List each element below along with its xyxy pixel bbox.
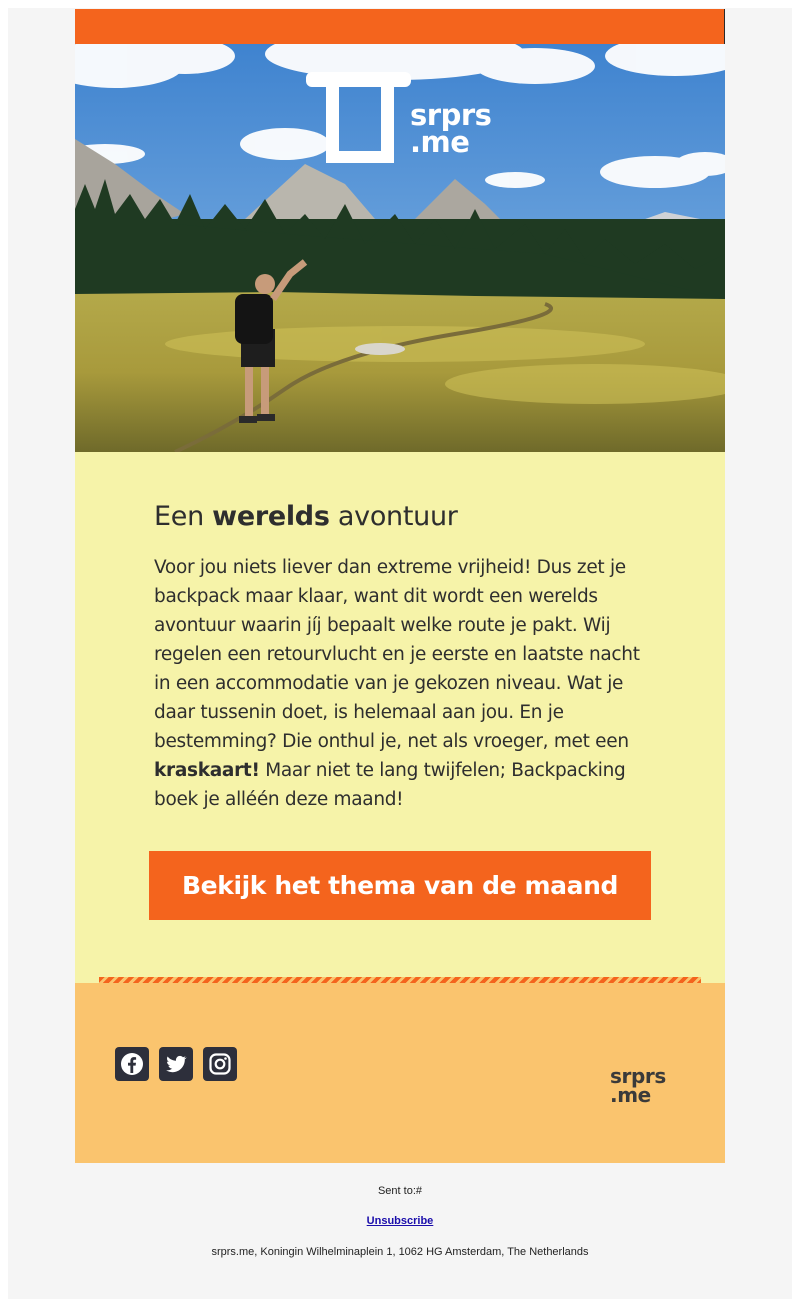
- logo-line-2: .me: [410, 125, 470, 159]
- footer-logo-line-1: srprs: [610, 1064, 666, 1088]
- logo-wordmark: [410, 98, 492, 159]
- top-accent-bar: [75, 9, 725, 44]
- sent-to-text: Sent to:#: [377, 1185, 423, 1197]
- logo-line-1: srprs: [410, 98, 492, 132]
- email-card: [75, 9, 725, 1163]
- cta-button[interactable]: Bekijk het thema van de maand: [149, 851, 651, 920]
- section-heading: Een werelds avontuur: [154, 501, 458, 532]
- door-frame-icon: [306, 72, 411, 87]
- heading-emphasis: werelds: [212, 501, 330, 532]
- hero-image: [75, 44, 725, 452]
- unsubscribe-row: [0, 1215, 800, 1227]
- body-paragraph: Voor jou niets liever dan extreme vrijheid! Dus zet je backpack maar klaar, want dit wordt een werelds avontuur waarin jíj bepaalt welke route je pakt. Wij regelen een retourvlucht en je eerste en laatste nacht in een accommodatie van je gekozen niveau. Wat je daar tussenin doet, is helemaal aan jou. En je bestemming? Die onthul je, net als vroeger, met een kraskaart! Maar niet te lang twijfelen; Backpacking boek je alléén deze maand!: [154, 557, 640, 810]
- footer-logo-line-2: .me: [610, 1083, 651, 1107]
- srprs-logo[interactable]: [306, 72, 506, 167]
- twitter-icon[interactable]: [159, 1047, 193, 1081]
- facebook-icon[interactable]: [115, 1047, 149, 1081]
- body-emphasis: kraskaart!: [154, 760, 260, 781]
- footer-logo[interactable]: [610, 1064, 666, 1107]
- footer: [75, 983, 725, 1163]
- company-address: srprs.me, Koningin Wilhelminaplein 1, 1062 HG Amsterdam, The Netherlands: [211, 1246, 589, 1258]
- instagram-icon[interactable]: [203, 1047, 237, 1081]
- main-content: [75, 452, 725, 983]
- unsubscribe-link[interactable]: Unsubscribe: [366, 1215, 434, 1227]
